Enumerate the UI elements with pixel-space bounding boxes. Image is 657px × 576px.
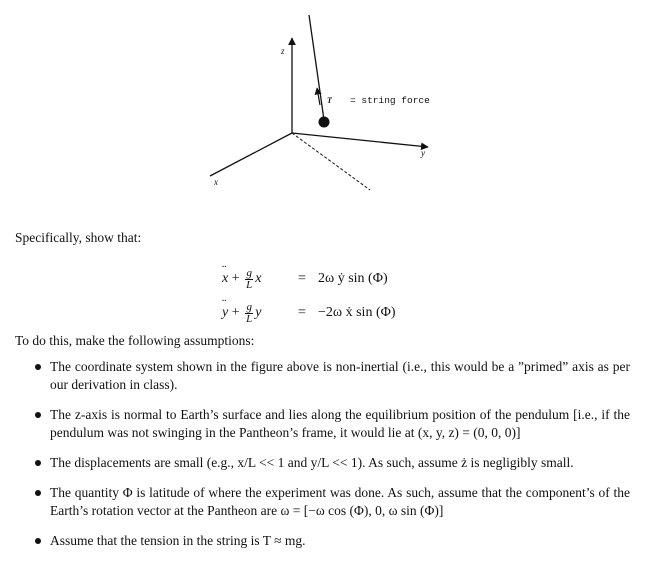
assumptions-intro: To do this, make the following assumptions: [15, 333, 255, 348]
tension-legend: = string force [350, 95, 430, 106]
x-double-dot: x ¨ [222, 271, 228, 287]
equation-rhs: 2ω ẏ sin (Φ) [318, 271, 388, 286]
pendulum-string [309, 15, 324, 120]
frac-den: L [246, 278, 253, 291]
bullet-icon [35, 538, 41, 544]
plus-sign: + [228, 271, 244, 286]
equation-lhs [222, 296, 261, 330]
dashed-projection-line [292, 133, 370, 190]
assumption-text: The z-axis is normal to Earth’s surface and lies along the equilibrium position of the pendulum [i.e., if the pendulum was not swinging in the Pantheon’s frame, it would lie at (x, y, z) = (0, 0, 0)] [50, 407, 630, 440]
assumption-text: The coordinate system shown in the figure above is non-inertial (i.e., this would be a ”primed” axis as per our derivation in class). [50, 359, 630, 392]
equation-rhs: −2ω ẋ sin (Φ) [318, 305, 396, 320]
assumption-text: Assume that the tension in the string is T ≈ mg. [50, 533, 306, 548]
list-item [18, 406, 630, 442]
list-item [18, 358, 630, 394]
tension-label: T [327, 96, 332, 105]
equation-row [222, 296, 482, 330]
equations-block [222, 262, 482, 330]
g-over-l-fraction [245, 268, 253, 291]
equals-sign: = [298, 305, 306, 320]
frac-num: g [246, 300, 252, 313]
intro-text: Specifically, show that: [15, 230, 142, 245]
equation-row [222, 262, 482, 296]
x-axis [210, 133, 292, 176]
lhs-tail: y [255, 305, 262, 320]
lhs-tail: x [255, 271, 262, 286]
pendulum-bob [319, 117, 330, 128]
y-axis [292, 133, 428, 147]
plus-sign: + [228, 305, 244, 320]
assumption-text: The quantity Φ is latitude of where the experiment was done. As such, assume that the component’s of the Earth’s rotation vector at the Pantheon are ω = [−ω cos (Φ), 0, ω sin (Φ)] [50, 485, 630, 518]
y-double-dot: y ¨ [222, 305, 228, 321]
equals-sign: = [298, 271, 306, 286]
frac-num: g [246, 266, 252, 279]
frac-den: L [246, 312, 253, 325]
assumption-text: The displacements are small (e.g., x/L << 1 and y/L << 1). As such, assume ż is negligibly small. [50, 455, 574, 470]
bullet-icon [35, 364, 41, 370]
bullet-icon [35, 412, 41, 418]
z-axis-label: z [281, 46, 285, 56]
list-item [18, 532, 630, 550]
g-over-l-fraction [245, 302, 253, 325]
list-item [18, 484, 630, 520]
list-item [18, 454, 630, 472]
bullet-icon [35, 490, 41, 496]
pendulum-coordinate-figure [0, 0, 657, 215]
x-axis-label: x [214, 177, 218, 187]
equation-lhs [222, 262, 261, 296]
bullet-icon [35, 460, 41, 466]
assumptions-list [18, 358, 630, 562]
y-axis-label: y [421, 148, 425, 158]
